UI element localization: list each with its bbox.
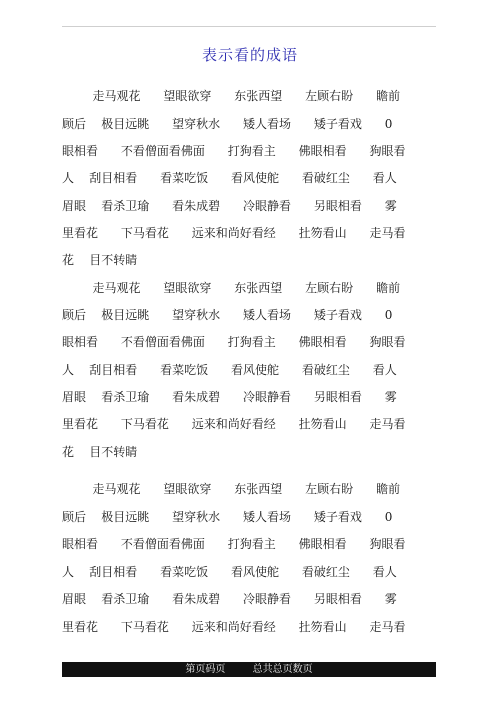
page-number-label: 第页码页 bbox=[185, 664, 226, 675]
text-line: 走马观花 望眼欲穿 东张西望 左顾右盼 瞻前 bbox=[62, 281, 401, 295]
page-footer bbox=[62, 662, 436, 677]
text-line: 人 刮目相看 看菜吃饭 看风使舵 看破红尘 看人 bbox=[62, 565, 397, 579]
total-pages-label: 总共总页数页 bbox=[252, 664, 313, 675]
text-line: 里看花 下马看花 远来和尚好看经 扗笏看山 走马看 bbox=[62, 417, 406, 431]
text-line: 花 目不转睛 bbox=[62, 445, 138, 459]
page-title: 表示看的成语 bbox=[201, 46, 298, 64]
text-line: 花 目不转睛 bbox=[62, 253, 138, 267]
header-rule bbox=[62, 26, 436, 27]
text-line: 人 刮目相看 看菜吃饭 看风使舵 看破红尘 看人 bbox=[62, 363, 397, 377]
text-line: 眉眼 看杀卫瑜 看朱成碧 冷眼静看 另眼相看 雾 bbox=[62, 199, 397, 213]
text-line: 顾后 极目远眺 望穿秋水 矮人看场 矮子看戏 0 bbox=[62, 510, 393, 524]
text-line: 眼相看 不看僧面看佛面 打狗看主 佛眼相看 狗眼看 bbox=[62, 335, 406, 349]
text-line: 眉眼 看杀卫瑜 看朱成碧 冷眼静看 另眼相看 雾 bbox=[62, 390, 397, 404]
text-line: 里看花 下马看花 远来和尚好看经 扗笏看山 走马看 bbox=[62, 620, 406, 634]
text-line: 走马观花 望眼欲穿 东张西望 左顾右盼 瞻前 bbox=[62, 482, 401, 496]
text-line: 眉眼 看杀卫瑜 看朱成碧 冷眼静看 另眼相看 雾 bbox=[62, 592, 397, 606]
text-line: 顾后 极目远眺 望穿秋水 矮人看场 矮子看戏 0 bbox=[62, 308, 393, 322]
text-line: 里看花 下马看花 远来和尚好看经 扗笏看山 走马看 bbox=[62, 226, 406, 240]
text-line: 眼相看 不看僧面看佛面 打狗看主 佛眼相看 狗眼看 bbox=[62, 144, 406, 158]
text-line: 人 刮目相看 看菜吃饭 看风使舵 看破红尘 看人 bbox=[62, 171, 397, 185]
text-line: 眼相看 不看僧面看佛面 打狗看主 佛眼相看 狗眼看 bbox=[62, 537, 406, 551]
text-line: 走马观花 望眼欲穿 东张西望 左顾右盼 瞻前 bbox=[62, 89, 401, 103]
text-line: 顾后 极目远眺 望穿秋水 矮人看场 矮子看戏 0 bbox=[62, 117, 393, 131]
